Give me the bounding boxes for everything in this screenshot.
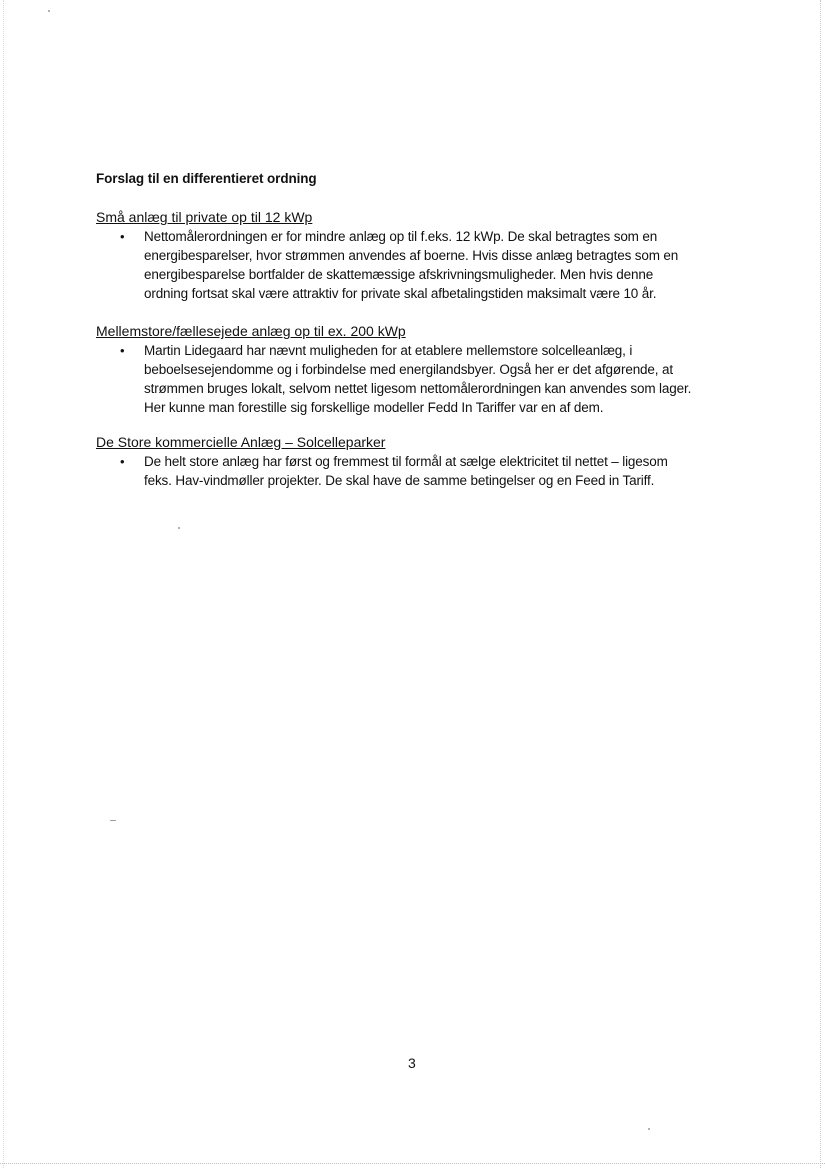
bullet-text-line: De helt store anlæg har først og fremmest til formål at sælge elektricitet til nettet – ligesom: [144, 454, 668, 469]
bullet-text-line: Martin Lidegaard har nævnt muligheden for at etablere mellemstore solcelleanlæg, i: [144, 343, 633, 358]
bullet-item: [96, 227, 746, 303]
scan-speck: [178, 527, 180, 529]
scan-edge-left: [3, 0, 4, 1168]
bullet-item: [96, 341, 746, 417]
page-number: 3: [408, 1055, 416, 1071]
bullet-text-line: ordning fortsat skal være attraktiv for private skal afbetalingstiden maksimalt være 10 år.: [144, 286, 657, 301]
section-heading: De Store kommercielle Anlæg – Solcelleparker: [96, 434, 386, 450]
section-medium-installations: [96, 322, 746, 417]
bullet-text-line: strømmen bruges lokalt, selvom nettet ligesom nettomålerordningen kan anvendes som lager.: [144, 381, 692, 396]
bullet-text-line: Nettomålerordningen er for mindre anlæg op til f.eks. 12 kWp. De skal betragtes som en: [144, 229, 658, 244]
scan-speck: [110, 820, 116, 821]
document-title: Forslag til en differentieret ordning: [96, 171, 317, 186]
section-small-installations: [96, 208, 746, 303]
scan-speck: [648, 1128, 650, 1130]
scan-edge-right: [820, 0, 821, 1168]
scan-speck: [48, 10, 50, 12]
bullet-text-line: beboelsesejendomme og i forbindelse med energilandsbyer. Også her er det afgørende, at: [144, 362, 673, 377]
bullet-item: [96, 452, 746, 490]
section-heading: Mellemstore/fællesejede anlæg op til ex. 200 kWp: [96, 323, 406, 339]
section-heading: Små anlæg til private op til 12 kWp: [96, 209, 313, 225]
bullet-icon: •: [120, 343, 125, 358]
scan-edge-bottom: [0, 1163, 825, 1164]
bullet-text-line: feks. Hav-vindmøller projekter. De skal have de samme betingelser og en Feed in Tariff.: [144, 473, 655, 488]
section-large-installations: [96, 433, 746, 490]
bullet-text-line: energibesparelser, hvor strømmen anvendes af boerne. Hvis disse anlæg betragtes som en: [144, 248, 679, 263]
bullet-text-line: Her kunne man forestille sig forskellige modeller Fedd In Tariffer var en af dem.: [144, 400, 604, 415]
bullet-icon: •: [120, 229, 125, 244]
bullet-icon: •: [120, 454, 125, 469]
bullet-text-line: energibesparelse bortfalder de skattemæssige afskrivningsmuligheder. Men hvis denne: [144, 267, 654, 282]
